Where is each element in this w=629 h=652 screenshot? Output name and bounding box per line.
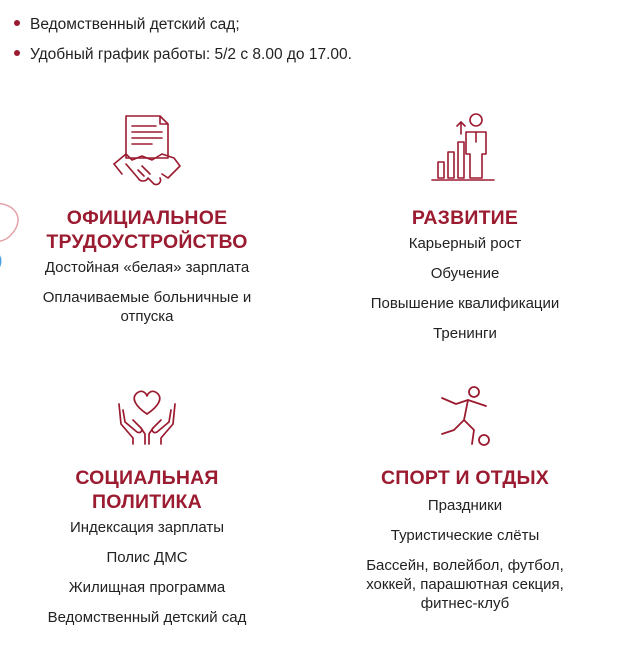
benefit-item: Индексация зарплаты xyxy=(69,519,225,536)
benefit-item: Повышение квалификации xyxy=(370,295,560,312)
benefit-title: СОЦИАЛЬНАЯ ПОЛИТИКА xyxy=(75,467,219,513)
benefit-title: СПОРТ И ОТДЫХ xyxy=(381,467,549,489)
benefit-item: Бассейн, волейбол, футбол, хоккей, парашютная секция, фитнес-клуб xyxy=(366,557,564,612)
benefit-item: Полис ДМС xyxy=(106,549,188,566)
benefit-item: Жилищная программа xyxy=(68,579,226,596)
benefit-item: Праздники xyxy=(427,497,503,514)
list-item-text: Ведомственный детский сад; xyxy=(30,16,240,33)
benefit-official-employment xyxy=(30,112,264,326)
benefit-title: ОФИЦИАЛЬНОЕ ТРУДОУСТРОЙСТВО xyxy=(46,207,248,253)
career-growth-icon xyxy=(430,112,500,184)
benefit-item: Тренинги xyxy=(433,325,497,342)
benefit-item: Обучение xyxy=(430,265,500,282)
heart-hands-icon xyxy=(115,384,179,446)
benefit-item: Достойная «белая» зарплата xyxy=(44,259,250,276)
handshake-document-icon xyxy=(112,112,182,192)
list-item xyxy=(14,0,30,6)
benefit-development xyxy=(340,112,590,343)
list-item xyxy=(14,16,240,34)
benefit-item: Оплачиваемые больничные и отпуска xyxy=(42,289,252,325)
benefit-sport-leisure xyxy=(340,384,590,613)
benefit-social-policy xyxy=(30,384,264,627)
benefit-item: Карьерный рост xyxy=(408,235,522,252)
football-player-icon xyxy=(434,384,496,450)
bullet-icon xyxy=(14,20,20,26)
bullet-icon xyxy=(14,50,20,56)
list-item xyxy=(14,46,352,64)
benefit-item: Туристические слёты xyxy=(390,527,540,544)
benefit-title: РАЗВИТИЕ xyxy=(411,207,519,229)
list-item-text: Удобный график работы: 5/2 с 8.00 до 17.00. xyxy=(30,46,352,63)
benefit-item: Ведомственный детский сад xyxy=(47,609,247,626)
